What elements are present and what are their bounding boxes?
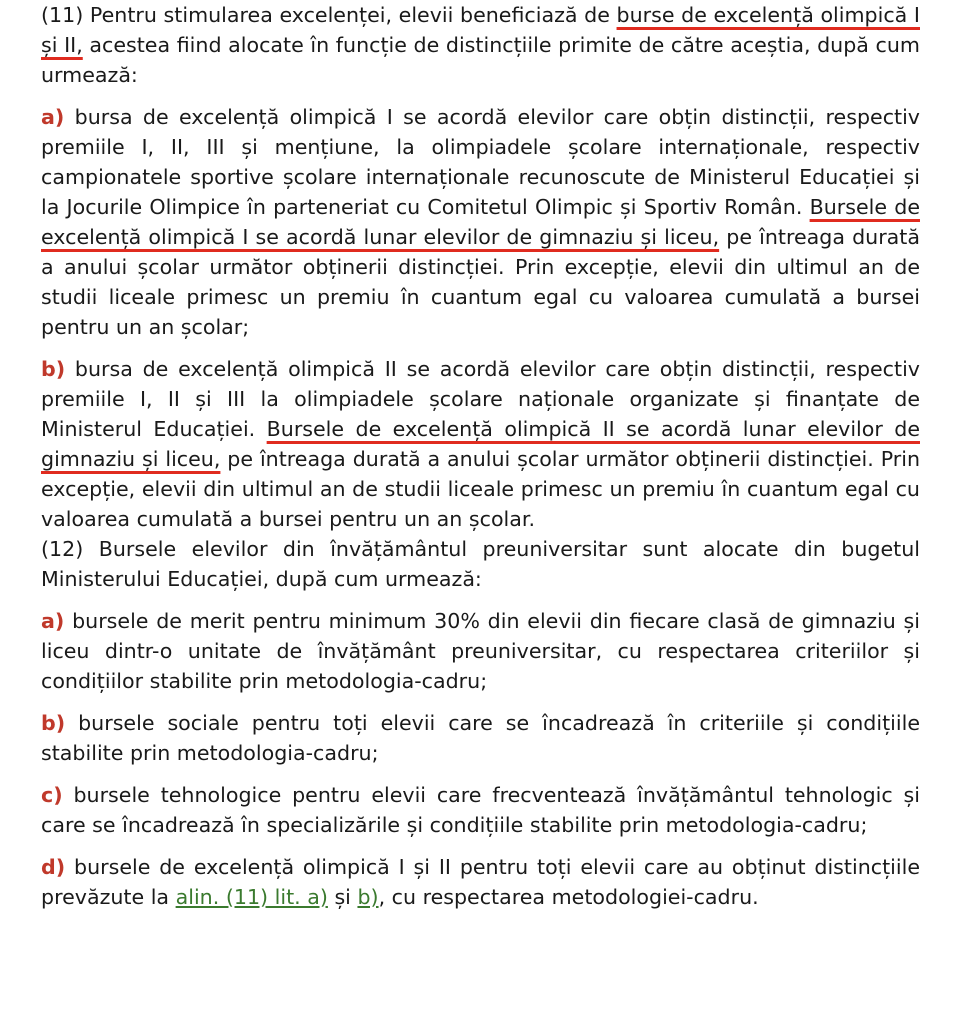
paragraph-12-c <box>41 780 920 840</box>
text: bursa de excelență olimpică II se acordă elevilor care obțin distincții, respectiv premiile I, II și III la olimpiadele școlare naționale organizate și finanțate de Ministerul Educației. <box>41 357 920 441</box>
text: (11) Pentru stimularea excelenței, elevii beneficiază de <box>41 3 617 27</box>
text: , cu respectarea metodologiei-cadru. <box>378 885 759 909</box>
text: bursa de excelență olimpică I se acordă elevilor care obțin distincții, respectiv premiile I, II, III și mențiune, la olimpiadele școlare internaționale, respectiv campionatele sportive școlare internaționale recunoscute de Ministerul Educației și la Jocurile Olimpice în parteneriat cu Comitetul Olimpic și Sportiv Român. <box>41 105 920 219</box>
text: bursele sociale pentru toți elevii care se încadrează în criteriile și condițiile stabilite prin metodologia-cadru; <box>41 711 920 765</box>
item-label: d) <box>41 855 66 879</box>
text: bursele tehnologice pentru elevii care frecventează învățământul tehnologic și care se încadrează în specializările și condițiile stabilite prin metodologia-cadru; <box>41 783 920 837</box>
highlight-underline: Bursele de excelență olimpică II se acordă lunar elevilor de gimnaziu și liceu, <box>41 417 920 471</box>
paragraph-12-b <box>41 708 920 768</box>
text: bursele de excelență olimpică I și II pentru toți elevii care au obținut distincțiile prevăzute la <box>41 855 920 909</box>
highlight-underline: Bursele de excelență olimpică I se acordă lunar elevilor de gimnaziu și liceu, <box>41 195 920 249</box>
item-label: b) <box>41 711 66 735</box>
paragraph-12: (12) Bursele elevilor din învățământul preuniversitar sunt alocate din bugetul Ministerului Educației, după cum urmează: <box>41 537 920 591</box>
item-label: a) <box>41 105 65 129</box>
paragraph-11-a <box>41 102 920 342</box>
text: bursele de merit pentru minimum 30% din elevii din fiecare clasă de gimnaziu și liceu dintr-o unitate de învățământ preuniversitar, cu respectarea criteriilor și condițiilor stabilite prin metodologia-cadru; <box>41 609 920 693</box>
paragraph-11-b <box>41 354 920 534</box>
link-alin-11-lit-a[interactable]: alin. (11) lit. a) <box>175 885 328 909</box>
paragraph-11 <box>41 0 920 90</box>
item-label: a) <box>41 609 65 633</box>
paragraph-12-a <box>41 606 920 696</box>
text: pe întreaga durată a anului școlar următor obținerii distincției. Prin excepție, elevii din ultimul an de studii liceale primesc un premiu în cuantum egal cu valoarea cumulată a bursei pentru un an școlar. <box>41 447 921 531</box>
paragraph-12-d <box>41 852 920 912</box>
text: acestea fiind alocate în funcție de distincțiile primite de către aceștia, după cum urmează: <box>41 33 920 87</box>
text: pe întreaga durată a anului școlar următor obținerii distincției. Prin excepție, elevii din ultimul an de studii liceale primesc un premiu în cuantum egal cu valoarea cumulată a bursei pentru un an școlar; <box>41 225 920 339</box>
text: și <box>327 885 358 909</box>
item-label: b) <box>41 357 66 381</box>
item-label: c) <box>41 783 63 807</box>
link-lit-b[interactable]: b) <box>357 885 379 909</box>
highlight-underline: burse de excelență olimpică I și II, <box>41 3 920 57</box>
